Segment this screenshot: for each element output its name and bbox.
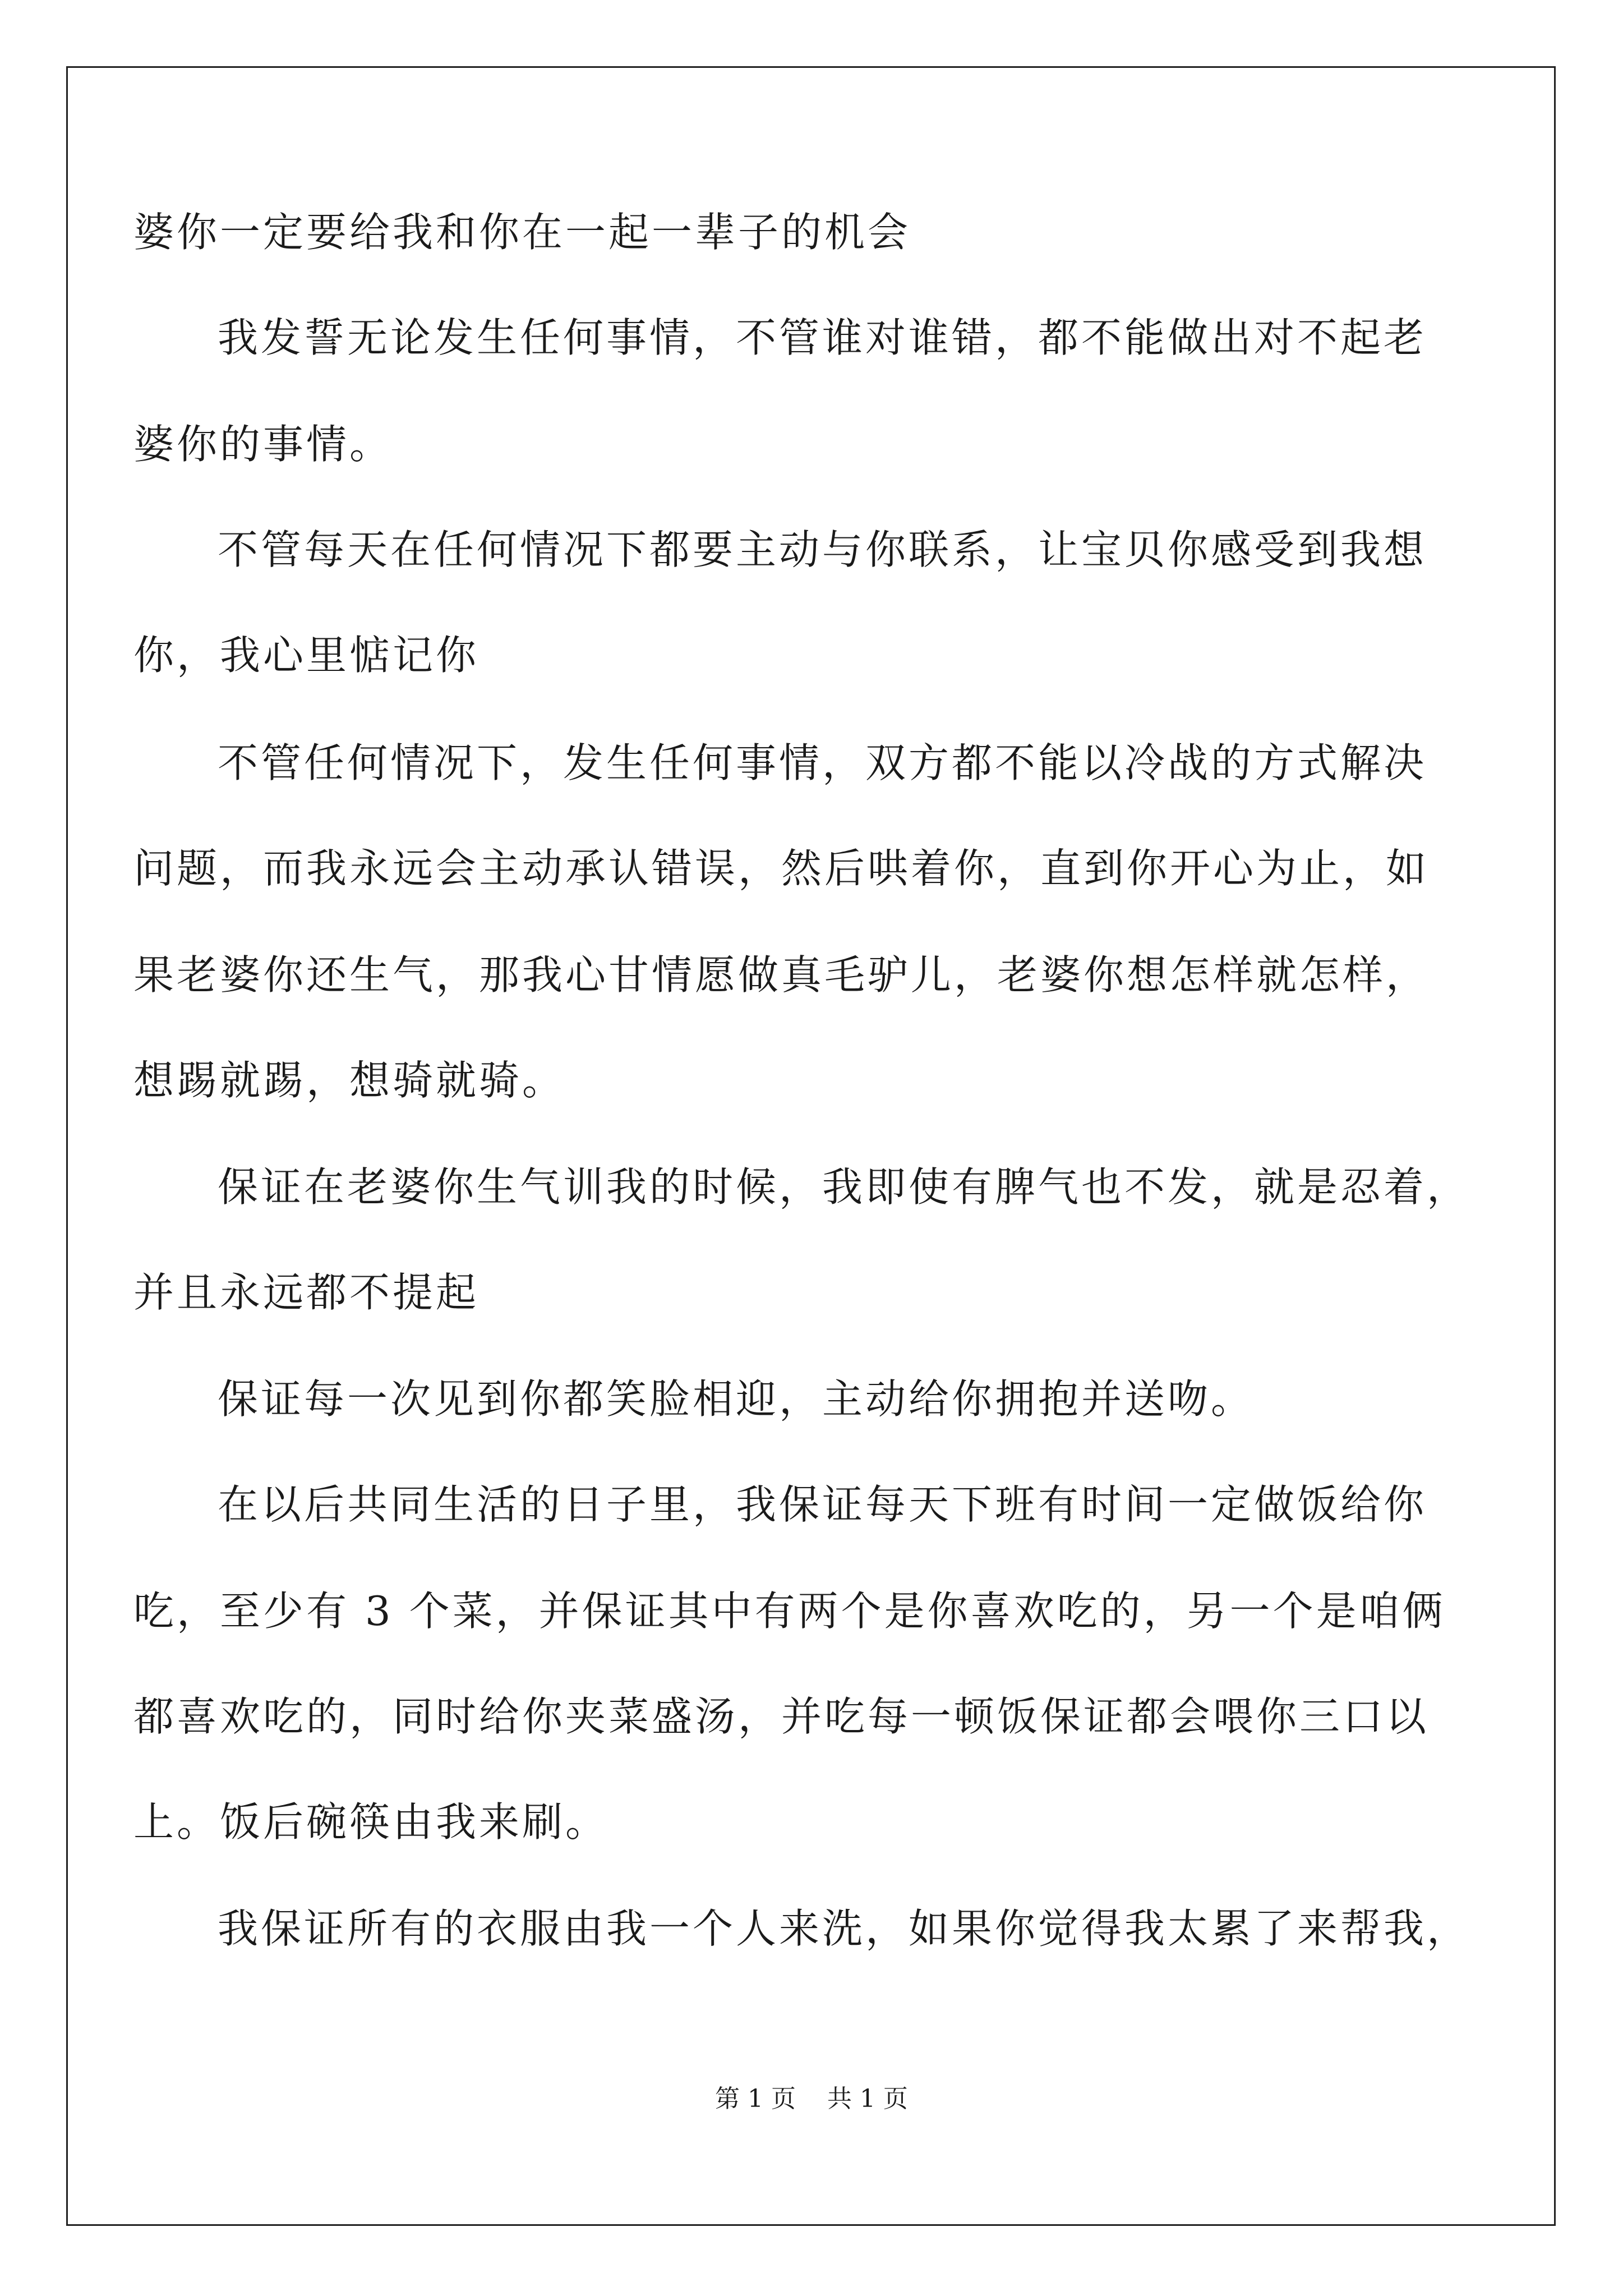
- text-line: 想踢就踢，想骑就骑。: [133, 1057, 566, 1104]
- paragraph-line: 保证每一次见到你都笑脸相迎，主动给你拥抱并送吻。: [218, 1375, 1255, 1423]
- text-line: 上。饭后碗筷由我来刷。: [133, 1798, 609, 1846]
- text-line: 问题，而我永远会主动承认错误，然后哄着你，直到你开心为止，如: [133, 845, 1430, 892]
- paragraph-line: 不管每天在任何情况下都要主动与你联系，让宝贝你感受到我想: [218, 526, 1427, 573]
- text-line: 吃，至少有 3 个菜，并保证其中有两个是你喜欢吃的，另一个是咱俩: [133, 1588, 1446, 1635]
- paragraph-line: 我保证所有的衣服由我一个人来洗，如果你觉得我太累了来帮我，: [218, 1905, 1470, 1952]
- paragraph-line: 不管任何情况下，发生任何事情，双方都不能以冷战的方式解决: [218, 739, 1427, 786]
- paragraph-line: 我发誓无论发生任何事情，不管谁对谁错，都不能做出对不起老: [218, 314, 1427, 361]
- paragraph-line: 在以后共同生活的日子里，我保证每天下班有时间一定做饭给你: [218, 1481, 1427, 1528]
- text-line: 婆你一定要给我和你在一起一辈子的机会: [133, 209, 911, 256]
- paragraph-line: 保证在老婆你生气训我的时候，我即使有脾气也不发，就是忍着，: [218, 1163, 1470, 1211]
- text-line: 都喜欢吃的，同时给你夹菜盛汤，并吃每一顿饭保证都会喂你三口以: [133, 1693, 1430, 1740]
- page-number-footer: 第 1 页 共 1 页: [715, 2085, 908, 2113]
- text-line: 并且永远都不提起: [133, 1269, 479, 1316]
- text-line: 果老婆你还生气，那我心甘情愿做真毛驴儿，老婆你想怎样就怎样，: [133, 951, 1430, 999]
- text-line: 婆你的事情。: [133, 421, 393, 468]
- text-line: 你，我心里惦记你: [133, 632, 479, 679]
